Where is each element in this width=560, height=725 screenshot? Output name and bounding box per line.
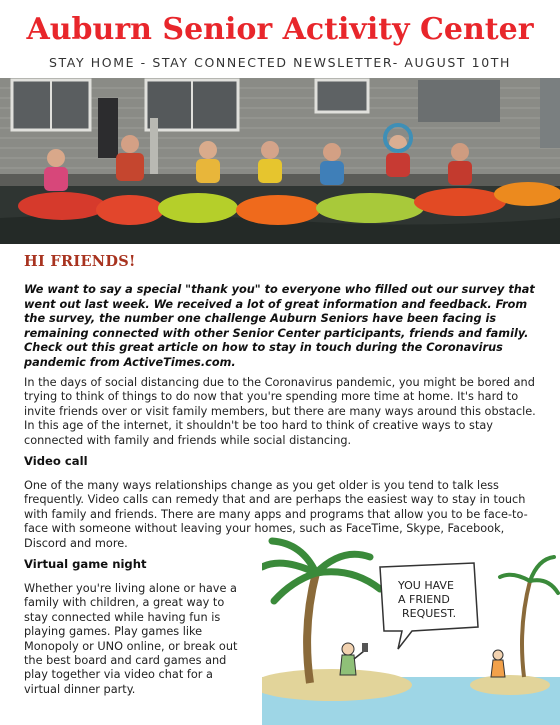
- kayak-group-photo: [0, 78, 560, 244]
- video-call-text: One of the many ways relationships change as you get older is you tend to talk less frequently. Video calls can remedy that and are perhaps the easiest way to stay in touch with family and friends. There are many apps and programs that allow you to be face-to-face with someone without leaving your homes, such as FaceTime, Skype, Facebook, Discord and more.: [24, 479, 528, 550]
- greeting-heading: HI FRIENDS!: [24, 253, 136, 270]
- virtual-game-night-text: Whether you're living alone or have a family with children, a great way to stay connected while having fun is playing games. Play games like Monopoly or UNO online, or break out the best board and card games and play together via video chat for a virtual dinner party.: [24, 582, 238, 696]
- newsletter-title: Auburn Senior Activity Center: [26, 12, 534, 47]
- intro-paragraph: We want to say a special "thank you" to everyone who filled out our survey that went out last week. We received a lot of great information and feedback. From the survey, the number one challenge Auburn Seniors have been facing is remaining connected with other Senior Center participants, friends and family. Check out this great article on how to stay in touch during the Coronavirus pandemic from ActiveTimes.com.: [24, 283, 535, 369]
- speech-line-1: YOU HAVE: [398, 579, 454, 592]
- body-paragraph: In the days of social distancing due to the Coronavirus pandemic, you might be bored and trying to think of things to do now that you're spending more time at home. It's hard to invite friends over or visit family members, but there are many ways around this obstacle. In this age of the internet, it shouldn't be too hard to think of creative ways to stay connected with family and friends while social distancing.: [24, 376, 536, 447]
- video-call-heading: Video call: [24, 454, 88, 468]
- speech-line-3: REQUEST.: [402, 607, 457, 620]
- speech-line-2: A FRIEND: [398, 593, 450, 606]
- newsletter-subtitle: STAY HOME - STAY CONNECTED NEWSLETTER- AUGUST 10TH: [48, 55, 512, 70]
- friend-request-cartoon: [262, 537, 560, 725]
- virtual-game-night-heading: Virtual game night: [24, 557, 147, 571]
